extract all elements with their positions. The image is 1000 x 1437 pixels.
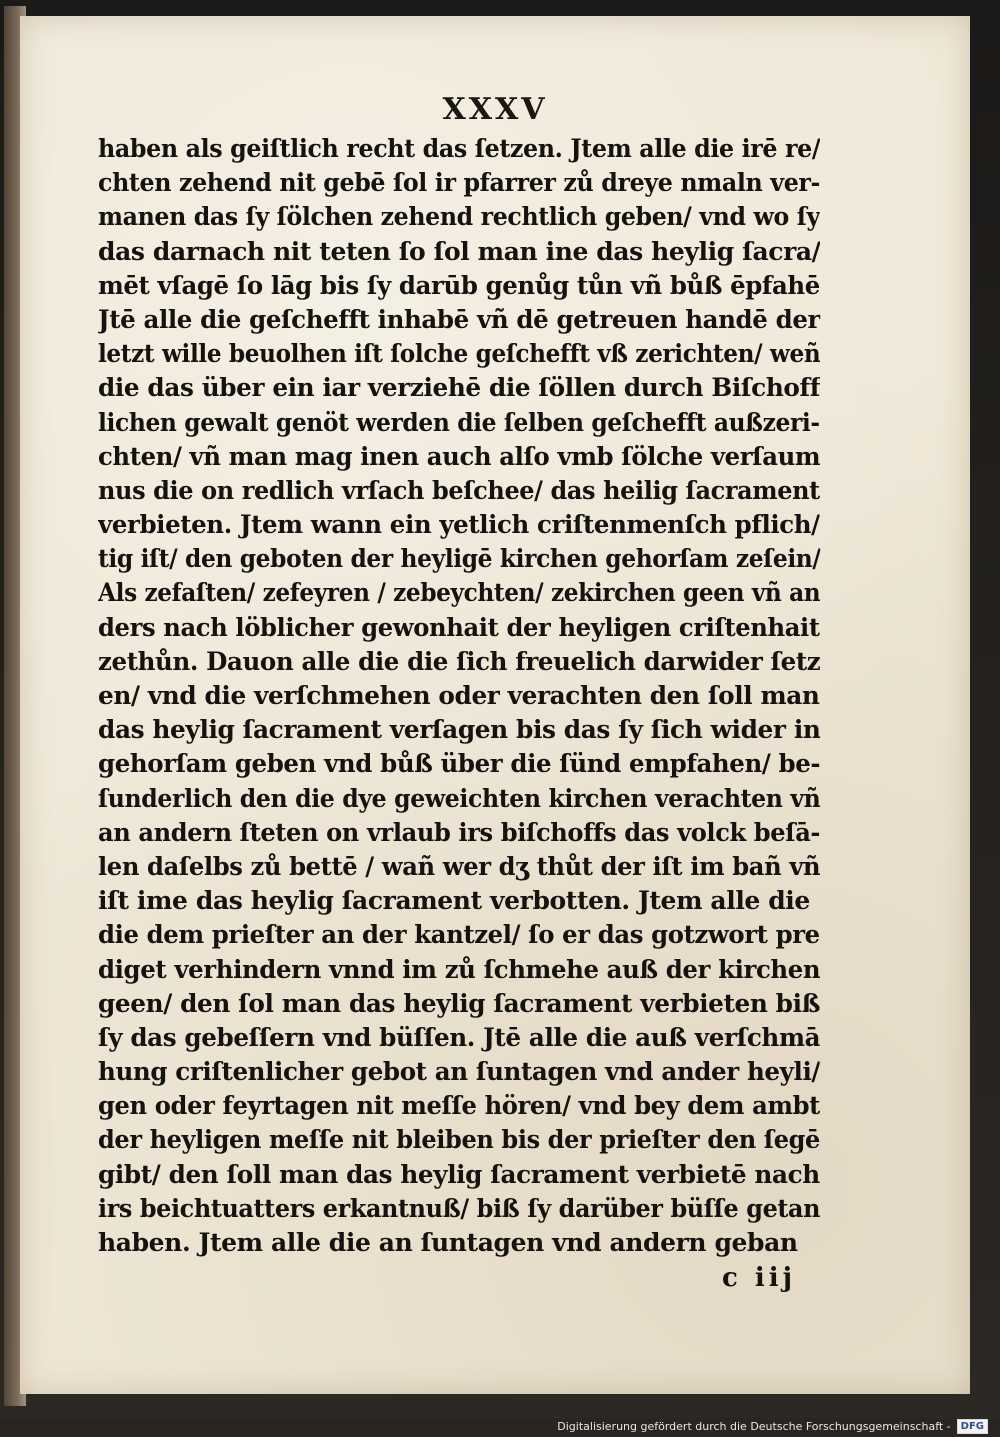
text-line: tig iſt/ den geboten der heyligē kirchen gehorſam zeſein/: [98, 544, 821, 574]
text-line: der heyligen meſſe nit bleiben bis der prieſter den ſegē: [98, 1125, 820, 1155]
text-line: ders nach löblicher gewonhait der heyligen criſtenhait: [98, 612, 820, 642]
text-line: das heylig ſacrament verſagen bis das ſy ſich wider in: [98, 715, 821, 745]
text-line: an andern ſteten on vrlaub irs biſchoffs das volck beſā-: [98, 817, 821, 847]
text-line: geen/ den ſol man das heylig ſacrament verbieten biß: [98, 988, 820, 1018]
text-line: haben als geiſtlich recht das ſetzen. Jtem alle die irē re/: [98, 134, 820, 163]
text-line: die dem prieſter an der kantzel/ ſo er das gotzwort pre: [98, 920, 820, 950]
text-line: manen das ſy ſölchen zehend rechtlich geben/ vnd wo ſy: [98, 202, 820, 232]
text-line: Als zefaſten/ zefeyren / zebeychten/ zekirchen geen vñ an: [98, 578, 820, 608]
text-line: letzt wille beuolhen iſt ſolche geſchefft vß zerichten/ weñ: [98, 339, 821, 369]
text-line: nus die on redlich vrſach beſchee/ das heilig ſacrament: [98, 475, 820, 505]
text-line: die das über ein iar verziehē die ſöllen durch Biſchoff: [98, 373, 820, 403]
text-line: gen oder feyrtagen nit meſſe hören/ vnd bey dem ambt: [98, 1091, 820, 1121]
text-line: lichen gewalt genöt werden die ſelben geſchefft außzeri-: [98, 407, 820, 437]
text-line: diget verhindern vnnd im zů ſchmehe auß der kirchen: [98, 954, 821, 984]
text-line: mēt vſagē ſo lāg bis ſy darūb genůg tůn vñ bůß ēpfahē: [98, 270, 820, 300]
footer-credit: [557, 1419, 988, 1434]
text-line: hung criſtenlicher gebot an ſuntagen vnd ander heyli/: [98, 1057, 820, 1087]
dfg-logo: DFG: [957, 1419, 988, 1434]
text-line: gibt/ den ſoll man das heylig ſacrament verbietē nach: [98, 1159, 820, 1189]
signature-mark: c iij: [722, 1263, 797, 1293]
text-line: chten/ vñ man mag inen auch alſo vmb ſölche verſaum: [98, 441, 820, 471]
text-line: haben. Jtem alle die an ſuntagen vnd andern geban: [98, 1228, 798, 1257]
book-page: [20, 16, 970, 1394]
text-line: verbieten. Jtem wann ein yetlich criſtenmenſch pflich/: [98, 510, 820, 540]
footer-credit-text: Digitalisierung gefördert durch die Deutsche Forschungsgemeinschaft -: [557, 1420, 951, 1433]
text-line: ſunderlich den die dye geweichten kirchen verachten vñ: [98, 783, 821, 813]
text-block: [98, 132, 820, 1260]
text-line: ſy das gebeſſern vnd büſſen. Jtē alle die auß verſchmā: [98, 1022, 820, 1052]
text-line: Jtē alle die geſchefft inhabē vñ dē getreuen handē der: [98, 304, 821, 334]
text-line: irs beichtuatters erkantnuß/ biß ſy darüber büſſe getan: [98, 1193, 820, 1223]
text-line: zethůn. Dauon alle die die ſich freuelich darwider ſetz: [98, 646, 821, 676]
text-line: len daſelbs zů bettē / wañ wer dʒ thůt der iſt im bañ vñ: [98, 851, 821, 881]
text-line: chten zehend nit gebē ſol ir pfarrer zů dreye nmaln ver-: [98, 168, 820, 198]
text-line: das darnach nit teten ſo ſol man ine das heylig ſacra/: [98, 236, 820, 266]
folio-number: XXXV: [442, 92, 548, 127]
text-line: iſt ime das heylig ſacrament verbotten. Jtem alle die: [98, 886, 810, 916]
text-line: en/ vnd die verſchmehen oder verachten den ſoll man: [98, 681, 820, 710]
text-line: gehorſam geben vnd bůß über die ſünd empfahen/ be-: [98, 749, 820, 779]
